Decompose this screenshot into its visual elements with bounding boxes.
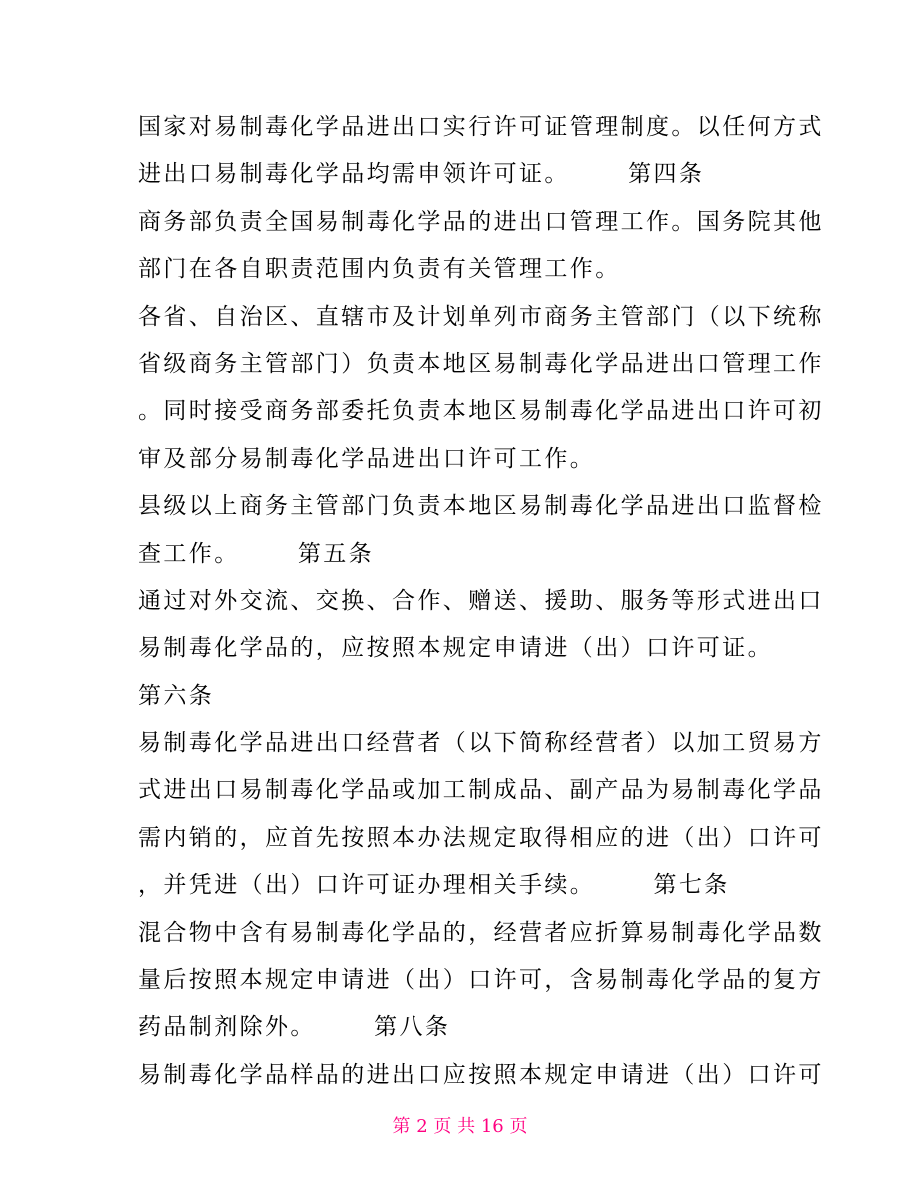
text-line: 查工作。 第五条 — [138, 540, 375, 567]
text-line: 商务部负责全国易制毒化学品的进出口管理工作。国务院其他 — [138, 208, 824, 235]
text-line: 各省、自治区、直辖市及计划单列市商务主管部门（以下统称 — [138, 303, 824, 330]
text-line: 国家对易制毒化学品进出口实行许可证管理制度。以任何方式 — [138, 114, 824, 140]
text-line: 易制毒化学品样品的进出口应按照本规定申请进（出）口许可 — [138, 1061, 824, 1088]
text-line: 进出口易制毒化学品均需申领许可证。 第四条 — [138, 161, 705, 188]
text-line: 。同时接受商务部委托负责本地区易制毒化学品进出口许可初 — [138, 398, 824, 425]
text-line: 第六条 — [138, 682, 215, 709]
text-line: 易制毒化学品进出口经营者（以下简称经营者）以加工贸易方 — [138, 730, 824, 757]
text-line: 需内销的，应首先按照本办法规定取得相应的进（出）口许可 — [138, 824, 824, 851]
text-line: 审及部分易制毒化学品进出口许可工作。 — [138, 445, 596, 472]
text-line: 混合物中含有易制毒化学品的，经营者应折算易制毒化学品数 — [138, 919, 824, 946]
text-line: 通过对外交流、交换、合作、赠送、援助、服务等形式进出口 — [138, 587, 824, 614]
page-footer: 第 2 页 共 16 页 — [392, 1116, 528, 1137]
text-line: 省级商务主管部门）负责本地区易制毒化学品进出口管理工作 — [138, 350, 824, 377]
text-line: 部门在各自职责范围内负责有关管理工作。 — [138, 256, 621, 283]
text-line: 量后按照本规定申请进（出）口许可，含易制毒化学品的复方 — [138, 967, 824, 994]
text-line: 药品制剂除外。 第八条 — [138, 1014, 451, 1041]
text-line: 易制毒化学品的，应按照本规定申请进（出）口许可证。 — [138, 635, 773, 662]
text-line: ，并凭进（出）口许可证办理相关手续。 第七条 — [138, 872, 730, 899]
document-body — [138, 104, 824, 1099]
text-line: 县级以上商务主管部门负责本地区易制毒化学品进出口监督检 — [138, 493, 824, 520]
text-line: 式进出口易制毒化学品或加工制成品、副产品为易制毒化学品 — [138, 777, 824, 804]
